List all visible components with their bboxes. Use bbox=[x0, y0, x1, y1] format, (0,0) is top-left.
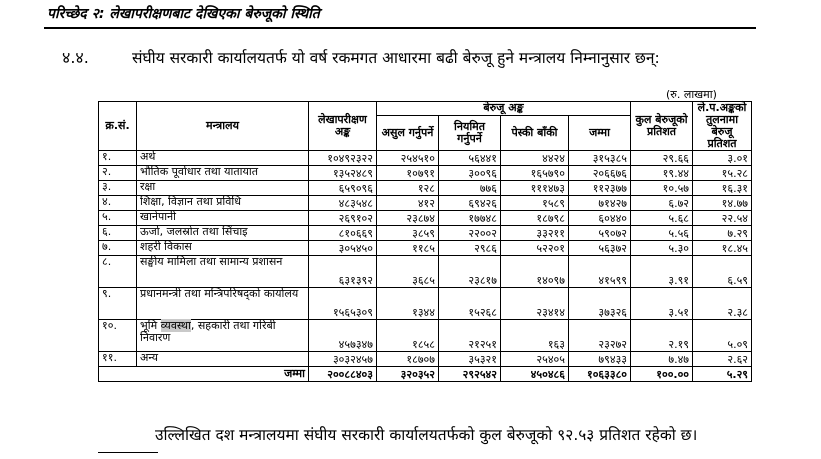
header-divider bbox=[44, 27, 756, 29]
row-ministry: शिक्षा, विज्ञान तथा प्रविधि bbox=[137, 196, 309, 211]
total-advance: ४५०४८६ bbox=[501, 367, 569, 382]
row-pct: ५.५६ bbox=[631, 226, 693, 241]
row-total: ७१४२७ bbox=[569, 196, 631, 211]
row-pct: ७.४७ bbox=[631, 352, 693, 367]
row-recover: २५४५१० bbox=[377, 151, 439, 166]
row-ratio: २.६२ bbox=[693, 352, 752, 367]
row-regularize: ३५३२१ bbox=[439, 352, 501, 367]
row-sn: २. bbox=[99, 166, 137, 181]
row-regularize: ६९४२६ bbox=[439, 196, 501, 211]
row-ratio: ७.२९ bbox=[693, 226, 752, 241]
total-row bbox=[99, 367, 752, 382]
total-recover: ३२०३५२ bbox=[377, 367, 439, 382]
row-pct: २९.६६ bbox=[631, 151, 693, 166]
table-row bbox=[99, 151, 752, 166]
row-ratio: १४.७७ bbox=[693, 196, 752, 211]
row-ministry: शहरी विकास bbox=[137, 241, 309, 256]
row-regularize: १७७४८ bbox=[439, 211, 501, 226]
table-row bbox=[99, 226, 752, 241]
row-advance: २३४१४ bbox=[501, 288, 569, 320]
row-audited: २६९१०२ bbox=[309, 211, 377, 226]
row-total: ५६३७२ bbox=[569, 241, 631, 256]
row-ministry: रक्षा bbox=[137, 181, 309, 196]
row-audited: ३०५४५० bbox=[309, 241, 377, 256]
total-pct: १००.०० bbox=[631, 367, 693, 382]
header-pct: कुल बेरुजूको प्रतिशत bbox=[631, 102, 693, 151]
row-regularize: २९८६ bbox=[439, 241, 501, 256]
row-pct: १०.५७ bbox=[631, 181, 693, 196]
total-label: जम्मा bbox=[99, 367, 309, 382]
row-total: २०६६७६ bbox=[569, 166, 631, 181]
row-ministry: अन्य bbox=[137, 352, 309, 367]
row-advance: १११४७३ bbox=[501, 181, 569, 196]
row-pct: ५.३० bbox=[631, 241, 693, 256]
row-ratio: २.३८ bbox=[693, 288, 752, 320]
table-row bbox=[99, 256, 752, 288]
header-sn: क्र.सं. bbox=[99, 102, 137, 151]
row-recover: १०७९१ bbox=[377, 166, 439, 181]
row-audited: ८१०६६९ bbox=[309, 226, 377, 241]
header-ratio: ले.प.अङ्कको तुलनामा बेरुजू प्रतिशत bbox=[693, 102, 752, 151]
unit-note: (रु. लाखमा) bbox=[666, 88, 717, 101]
row-sn: १०. bbox=[99, 320, 137, 352]
row-advance: १६५७९० bbox=[501, 166, 569, 181]
row-total: २३२७२ bbox=[569, 320, 631, 352]
row-ministry: ऊर्जा, जलस्रोत तथा सिंचाइ bbox=[137, 226, 309, 241]
section-number: ४.४. bbox=[62, 48, 89, 67]
row-sn: ६. bbox=[99, 226, 137, 241]
row-audited: १५६५३०९ bbox=[309, 288, 377, 320]
row-ratio: ६.५९ bbox=[693, 256, 752, 288]
row-pct: ३.९१ bbox=[631, 256, 693, 288]
table-row bbox=[99, 241, 752, 256]
row-audited: ४५७३४७ bbox=[309, 320, 377, 352]
highlighted-word: व्यवस्था bbox=[160, 319, 191, 332]
table-row bbox=[99, 352, 752, 367]
row-regularize: ५६४४१ bbox=[439, 151, 501, 166]
ministry-name-part: भूमि bbox=[140, 319, 161, 332]
section-intro: संघीय सरकारी कार्यालयतर्फ यो वर्ष रकमगत आधारमा बढी बेरुजू हुने मन्त्रालय निम्नानुसार छन्: bbox=[132, 49, 660, 67]
row-audited: ६५९०९६ bbox=[309, 181, 377, 196]
row-total: ५९०७२ bbox=[569, 226, 631, 241]
row-recover: ३८५९ bbox=[377, 226, 439, 241]
row-sn: ५. bbox=[99, 211, 137, 226]
row-ministry: अर्थ bbox=[137, 151, 309, 166]
row-sn: १. bbox=[99, 151, 137, 166]
table-row bbox=[99, 166, 752, 181]
table-row bbox=[99, 211, 752, 226]
row-total: ३१५३८५ bbox=[569, 151, 631, 166]
total-total: १०६३३८० bbox=[569, 367, 631, 382]
row-regularize: १५२६८ bbox=[439, 288, 501, 320]
row-audited: १०४९२३२२ bbox=[309, 151, 377, 166]
row-pct: ५.६८ bbox=[631, 211, 693, 226]
row-recover: ३६८५ bbox=[377, 256, 439, 288]
row-recover: १३४४ bbox=[377, 288, 439, 320]
row-ministry: सङ्घीय मामिला तथा सामान्य प्रशासन bbox=[137, 256, 309, 288]
row-ministry: खानेपानी bbox=[137, 211, 309, 226]
row-audited: ४८३५४८ bbox=[309, 196, 377, 211]
row-advance: २५४०५ bbox=[501, 352, 569, 367]
row-sn: ४. bbox=[99, 196, 137, 211]
row-audited: ६३१३९२ bbox=[309, 256, 377, 288]
row-advance: ३३२११ bbox=[501, 226, 569, 241]
total-regularize: २९२५४२ bbox=[439, 367, 501, 382]
header-regularize: नियमित गर्नुपर्ने bbox=[439, 115, 501, 150]
row-sn: ९. bbox=[99, 288, 137, 320]
table-row bbox=[99, 320, 752, 352]
row-recover: १८७०७ bbox=[377, 352, 439, 367]
row-ratio: १५.२८ bbox=[693, 166, 752, 181]
row-advance: १४०९७ bbox=[501, 256, 569, 288]
row-regularize: ७७६ bbox=[439, 181, 501, 196]
ministry-name-part: , सहकारी तथा गरिबी निवारण bbox=[140, 319, 276, 344]
row-recover: २३८७४ bbox=[377, 211, 439, 226]
row-advance: ४४२४ bbox=[501, 151, 569, 166]
row-advance: १६३ bbox=[501, 320, 569, 352]
row-sn: ७. bbox=[99, 241, 137, 256]
row-ministry: भौतिक पूर्वाधार तथा यातायात bbox=[137, 166, 309, 181]
row-ministry bbox=[137, 320, 309, 352]
table-row bbox=[99, 288, 752, 320]
row-audited: १३५२४८९ bbox=[309, 166, 377, 181]
total-audited: २००८८४०३ bbox=[309, 367, 377, 382]
summary-text: उल्लिखित दश मन्त्रालयमा संघीय सरकारी कार्यालयतर्फको कुल बेरुजूको ९२.५३ प्रतिशत रहेको छ। bbox=[155, 426, 698, 444]
header-advance: पेस्की बाँकी bbox=[501, 115, 569, 150]
row-regularize: २३८१७ bbox=[439, 256, 501, 288]
chapter-header: परिच्छेद २: लेखापरीक्षणबाट देखिएका बेरुजूको स्थिति bbox=[47, 6, 320, 22]
row-pct: ३.५१ bbox=[631, 288, 693, 320]
table-row bbox=[99, 196, 752, 211]
header-total: जम्मा bbox=[569, 115, 631, 150]
header-audited: लेखापरीक्षण अङ्क bbox=[309, 102, 377, 151]
row-regularize: ३००९६ bbox=[439, 166, 501, 181]
row-audited: ३०३२४५७ bbox=[309, 352, 377, 367]
row-total: ७९४३३ bbox=[569, 352, 631, 367]
row-recover: १२८ bbox=[377, 181, 439, 196]
row-total: ६०४४० bbox=[569, 211, 631, 226]
row-ratio: १६.३१ bbox=[693, 181, 752, 196]
row-sn: ८. bbox=[99, 256, 137, 288]
row-regularize: २१२५१ bbox=[439, 320, 501, 352]
row-advance: १५८९ bbox=[501, 196, 569, 211]
row-sn: ३. bbox=[99, 181, 137, 196]
row-ratio: ५.०९ bbox=[693, 320, 752, 352]
row-sn: ११. bbox=[99, 352, 137, 367]
row-total: ४१५९९ bbox=[569, 256, 631, 288]
row-ratio: १८.४५ bbox=[693, 241, 752, 256]
total-ratio: ५.२९ bbox=[693, 367, 752, 382]
row-pct: २.१९ bbox=[631, 320, 693, 352]
header-ministry: मन्त्रालय bbox=[137, 102, 309, 151]
row-total: ११२३७७ bbox=[569, 181, 631, 196]
row-recover: १८५८ bbox=[377, 320, 439, 352]
row-advance: १८७९८ bbox=[501, 211, 569, 226]
table-row bbox=[99, 181, 752, 196]
beruju-table bbox=[98, 101, 752, 382]
row-pct: ६.७२ bbox=[631, 196, 693, 211]
row-ministry: प्रधानमन्त्री तथा मन्त्रिपरिषद्को कार्यालय bbox=[137, 288, 309, 320]
header-recover: असुल गर्नुपर्ने bbox=[377, 115, 439, 150]
row-advance: ५२२०१ bbox=[501, 241, 569, 256]
row-ratio: २२.५४ bbox=[693, 211, 752, 226]
header-beruju-group: बेरुजू अङ्क bbox=[377, 102, 631, 116]
row-total: ३७३२६ bbox=[569, 288, 631, 320]
row-recover: ११८५ bbox=[377, 241, 439, 256]
row-regularize: २२००२ bbox=[439, 226, 501, 241]
row-ratio: ३.०१ bbox=[693, 151, 752, 166]
bottom-divider bbox=[98, 452, 158, 453]
row-recover: ४१२ bbox=[377, 196, 439, 211]
row-pct: १९.४४ bbox=[631, 166, 693, 181]
